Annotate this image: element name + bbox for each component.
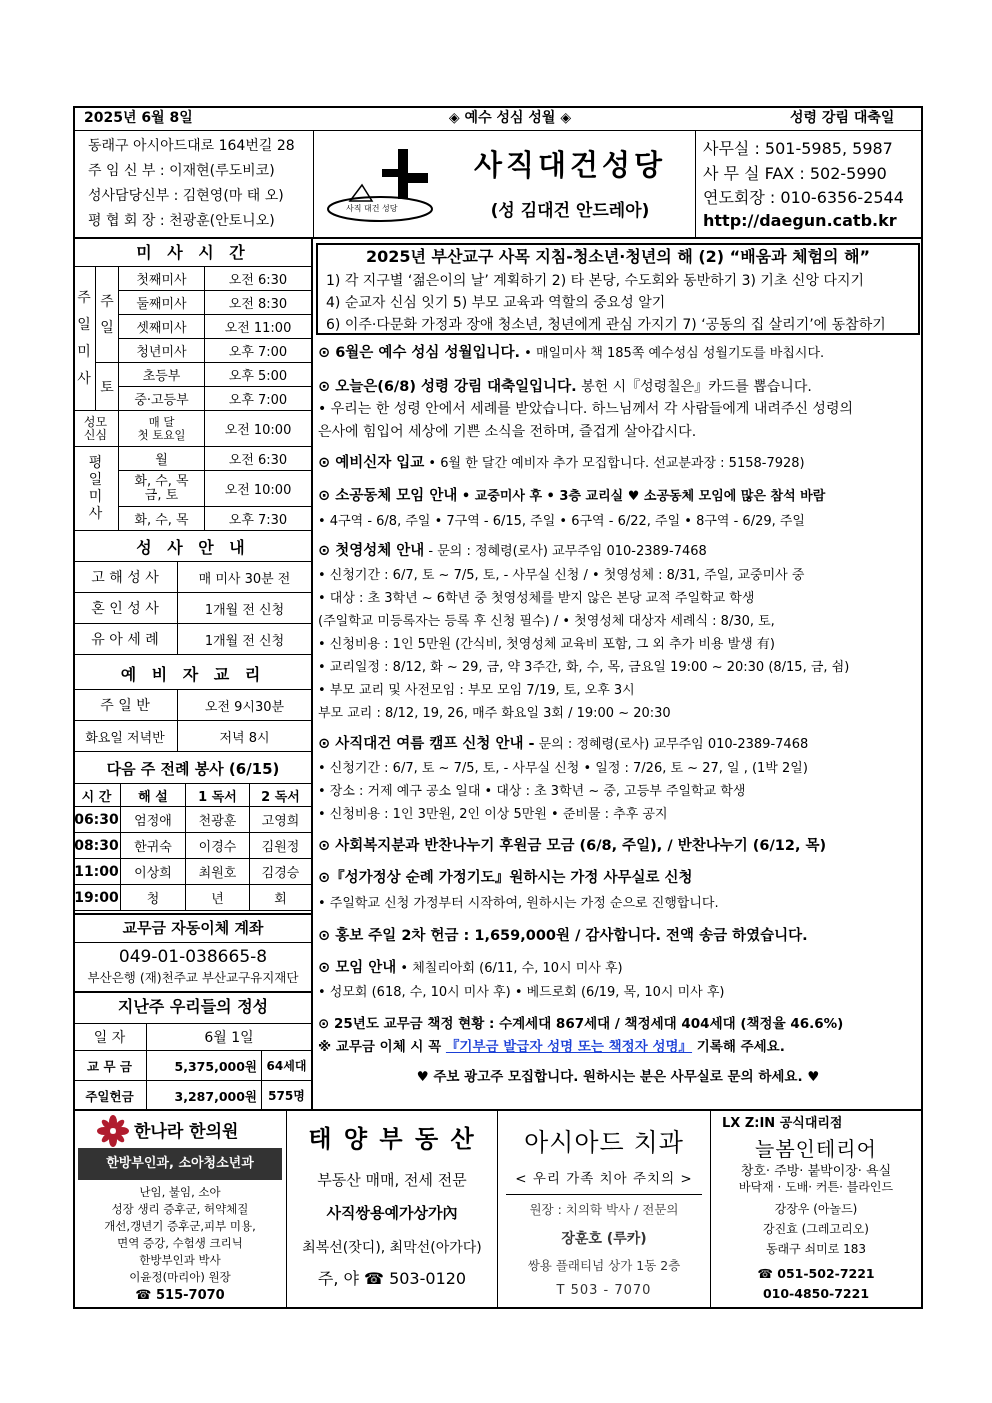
sacrament-value: 매 미사 30분 전: [178, 562, 312, 593]
notice-sacred-heart: [318, 344, 824, 363]
ministry-time: 11:00: [73, 859, 121, 885]
ad2-line: 사직쌍용예가상가內: [326, 1204, 458, 1222]
offering-name: 교 무 금: [73, 1051, 147, 1081]
col-header: 해 설: [121, 784, 186, 807]
notice-holy-family: [318, 869, 693, 888]
issue-date: 2025년 6월 8일: [84, 110, 193, 126]
notice-line: • 신청기간 : 6/7, 토 ~ 7/5, 토, - 사무실 신청 / • 첫영성체 : 8/31, 주일, 교중미사 중: [318, 568, 805, 583]
ad4-pre: LX Z:IN 공식대리점: [722, 1116, 843, 1131]
notice-head: ⊙ 사회복지분과 반찬나누기 후원금 모금 (6/8, 주일), / 반찬나누기 (6/12, 목): [318, 838, 827, 854]
sacraments-title: 성 사 안 내: [136, 538, 250, 557]
guideline-line: 4) 순교자 신심 잇기 5) 부모 교육과 역할의 중요성 알기: [326, 295, 666, 311]
notice-line: • 장소 : 거제 예구 공소 일대 • 대상 : 초 3학년 ~ 중, 고등부 주일학교 학생: [318, 784, 746, 799]
class-name: 주 일 반: [73, 690, 178, 721]
devotion-day: 매 달 첫 토요일: [119, 411, 205, 447]
weekday-time: 오전 6:30: [205, 447, 312, 471]
ad4-line: 강장우 (아놀드): [774, 1202, 858, 1216]
ad3-line: 쌍용 플래티넘 상가 1동 2층: [527, 1258, 681, 1273]
mass-name: 청년미사: [119, 339, 205, 363]
class-time: 저녁 8시: [178, 721, 312, 752]
ad3-doctor: 장훈호 (루카): [561, 1231, 647, 1247]
notice-line: • 신청기간 : 6/7, 토 ~ 7/5, 토, - 사무실 신청 • 일정 : 7/26, 토 ~ 27, 일 , (1박 2일): [318, 761, 808, 776]
mass-time: 오전 6:30: [205, 267, 312, 291]
ministry-cell: 천광훈: [186, 807, 250, 833]
mass-time: 오전 11:00: [205, 315, 312, 339]
guideline-line: 1) 각 지구별 ‘젊은이의 날’ 계획하기 2) 타 본당, 수도회와 동반하기 3) 기초 신앙 다지기: [326, 273, 865, 289]
pastor-name: 주 임 신 부 : 이재현(루도비코): [88, 163, 275, 179]
notice-catechumen: [318, 454, 805, 473]
notice-summer-camp: [318, 735, 808, 754]
notice-head: ⊙ 예비신자 입교: [318, 455, 425, 471]
ad4-phone: ☎ 051-502-7221: [757, 1266, 875, 1281]
offering-date-label: 일 자: [73, 1024, 147, 1051]
ad1-line: 면역 증강, 수험생 크리닉: [117, 1236, 243, 1250]
notice-community: [318, 487, 825, 506]
notice-line: 은사에 힘입어 세상에 기쁜 소식을 전하며, 즐겁게 살아갑시다.: [318, 424, 697, 440]
feast-name: 성령 강림 대축일: [790, 110, 895, 126]
weekday-name: 월: [119, 447, 205, 471]
offering-count: 64세대: [262, 1051, 312, 1081]
sacrament-value: 1개월 전 신청: [178, 593, 312, 624]
ministry-cell: 이상희: [121, 859, 186, 885]
saturday-sub-label: 토: [96, 363, 119, 411]
sunday-mass-label: 주 일 미 사: [73, 267, 96, 411]
ministry-table: [73, 783, 312, 911]
notice-first-communion: [318, 542, 707, 561]
ministry-cell: 회: [250, 885, 312, 911]
notice-head: ⊙ 사직대건 여름 캠프 신청 안내 -: [318, 736, 535, 752]
notice-dues: [318, 1015, 843, 1034]
ad4-line: 강진효 (그레고리오): [763, 1222, 869, 1236]
notice-text: ※ 교무금 이체 시 꼭: [318, 1039, 446, 1055]
offering-name: 주일헌금: [73, 1081, 147, 1111]
sacrament-name: 혼 인 성 사: [73, 593, 178, 624]
mass-name: 둘째미사: [119, 291, 205, 315]
mass-times-title: 미 사 시 간: [136, 243, 250, 262]
ministry-title: 다음 주 전례 봉사 (6/15): [106, 760, 280, 778]
logo-label: 사직 대건 성당: [346, 204, 398, 213]
guideline-line: 6) 이주·다문화 가정과 장애 청소년, 청년에게 관심 가지기 7) ‘공동의 집 살리기’에 동참하기: [326, 317, 886, 333]
weekday-mass-label: 평 일 미 사: [73, 447, 119, 531]
ad2-line: 부동산 매매, 전세 전문: [317, 1171, 467, 1189]
notice-head: ⊙ 소공동체 모임 안내: [318, 488, 458, 504]
col-header: 1 독서: [186, 784, 250, 807]
ministry-time: 08:30: [73, 833, 121, 859]
guideline-title: 2025년 부산교구 사목 지침-청소년·청년의 해 (2) “배움과 체험의 해”: [365, 247, 871, 266]
col-header: 2 독서: [250, 784, 312, 807]
offering-title: 지난주 우리들의 정성: [117, 997, 269, 1016]
ministry-time: 06:30: [73, 807, 121, 833]
notice-line: • 신청비용 : 1인 3만원, 2인 이상 5만원 • 준비물 : 추후 공지: [318, 807, 668, 822]
notice-head: ⊙ 25년도 교무금 책정 현황 : 수계세대 867세대 / 책정세대 404세대 (책정율 46.6%): [318, 1016, 844, 1032]
notice-welfare: [318, 837, 826, 856]
transfer-title: 교무금 자동이체 계좌: [122, 919, 264, 937]
mass-time: 오전 8:30: [205, 291, 312, 315]
mass-name: 셋째미사: [119, 315, 205, 339]
ad3-line: 원장 : 치의학 박사 / 전문의: [529, 1202, 679, 1217]
notice-dues-line: [318, 1038, 785, 1057]
notice-head: ⊙ 오늘은(6/8) 성령 강림 대축일입니다.: [318, 379, 577, 395]
mass-time: 오후 5:00: [205, 363, 312, 387]
mass-name: 중·고등부: [119, 387, 205, 411]
mass-time: 오후 7:00: [205, 339, 312, 363]
month-theme: ◈ 예수 성심 성월 ◈: [448, 110, 572, 126]
mass-times-table: [73, 266, 312, 531]
catechumen-title: 예 비 자 교 리: [120, 665, 266, 684]
offering-count: 575명: [262, 1081, 312, 1111]
ad1-banner: 한방부인과, 소아청소년과: [106, 1156, 254, 1171]
col-header: 시 간: [73, 784, 121, 807]
notice-emphasis: 『기부금 발급자 성명 또는 책정자 성명』: [445, 1039, 693, 1055]
notice-body: 문의 : 정혜령(로사) 교무주임 010-2389-7468: [534, 737, 809, 752]
office-fax: 사 무 실 FAX : 502-5990: [703, 164, 887, 183]
transfer-bank: 부산은행 (재)천주교 부산교구유지재단: [87, 970, 299, 985]
ministry-cell: 최원호: [186, 859, 250, 885]
ministry-cell: 김경승: [250, 859, 312, 885]
ad4-name: 늘봄인테리어: [755, 1137, 877, 1161]
ministry-cell: 고영희: [250, 807, 312, 833]
weekday-time: 오후 7:30: [205, 507, 312, 531]
notice-line: • 부모 교리 및 사전모임 : 부모 모임 7/19, 토, 오후 3시: [318, 683, 635, 698]
transfer-account: 049-01-038665-8: [118, 947, 268, 967]
chorus-phone: 연도회장 : 010-6356-2544: [703, 188, 904, 207]
notice-line: • 성모회 (618, 수, 10시 미사 후) • 베드로회 (6/19, 목, 10시 미사 후): [318, 985, 725, 1000]
ad1-name: 한나라 한의원: [134, 1122, 239, 1142]
flower-logo-icon: [97, 1115, 129, 1147]
ad4-line: 동래구 쇠미로 183: [765, 1242, 867, 1256]
notice-collection: [318, 927, 808, 946]
church-name: 사직대건성당: [473, 148, 667, 182]
ad4-mobile: 010-4850-7221: [762, 1286, 870, 1301]
notice-head: ⊙ 홍보 주일 2차 헌금 : 1,659,000원 / 감사합니다. 전액 송금 하였습니다.: [318, 928, 808, 944]
notice-line: (주일학교 미등록자는 등록 후 신청 필수) / • 첫영성체 대상자 세례식 : 8/30, 토,: [318, 614, 775, 629]
ad4-line: 창호· 주방· 붙박이장· 욕실: [740, 1164, 892, 1179]
ministry-cell: 년: [186, 885, 250, 911]
parish-address: 동래구 아시아드대로 164번길 28: [88, 138, 295, 154]
ad3-slogan: < 우리 가족 치아 주치의 >: [515, 1171, 693, 1187]
class-time: 오전 9시30분: [178, 690, 312, 721]
notice-line: • 신청비용 : 1인 5만원 (간식비, 첫영성체 교육비 포함, 그 외 추가 비용 발생 有): [318, 637, 775, 652]
ministry-time: 19:00: [73, 885, 121, 911]
ministry-cell: 김원정: [250, 833, 312, 859]
notice-body: • 매일미사 책 185쪽 예수성심 성월기도를 바칩시다.: [520, 346, 825, 361]
catechumen-table: [73, 689, 312, 752]
weekday-time: 오전 10:00: [205, 471, 312, 507]
notice-head: ⊙『성가정상 순례 가정기도』원하시는 가정 사무실로 신청: [318, 870, 693, 886]
ad1-line: 성장 생리 증후군, 허약체질: [111, 1202, 249, 1216]
ad3-phone: T 503 - 7070: [556, 1283, 652, 1298]
mass-name: 초등부: [119, 363, 205, 387]
office-phone: 사무실 : 501-5985, 5987: [703, 139, 893, 158]
parish-website[interactable]: http://daegun.catb.kr: [703, 211, 897, 230]
offering-amount: 3,287,000원: [147, 1081, 262, 1111]
class-name: 화요일 저녁반: [73, 721, 178, 752]
sacrament-name: 고 해 성 사: [73, 562, 178, 593]
notice-head: ⊙ 6월은 예수 성심 성월입니다.: [318, 345, 521, 361]
sacrament-value: 1개월 전 신청: [178, 624, 312, 655]
notice-body: • 체칠리아회 (6/11, 수, 10시 미사 후): [396, 961, 623, 976]
ad1-line: 이윤정(마리아) 원장: [129, 1270, 231, 1284]
notice-body: 봉헌 시『성령칠은』카드를 뽑습니다.: [576, 379, 812, 395]
devotion-time: 오전 10:00: [205, 411, 312, 447]
ad3-name: 아시아드 치과: [524, 1128, 684, 1157]
notice-meetings: [318, 959, 623, 978]
weekday-name: 화, 수, 목: [119, 507, 205, 531]
notice-line: • 대상 : 초 3학년 ~ 6학년 중 첫영성체를 받지 않은 본당 교적 주일학교 학생: [318, 591, 755, 606]
ad1-line: 개선,갱년기 증후군,피부 미용,: [104, 1219, 256, 1233]
notice-head: ⊙ 모임 안내: [318, 960, 397, 976]
notice-body: - 문의 : 정혜령(로사) 교무주임 010-2389-7468: [424, 544, 707, 559]
sacraments-table: [73, 561, 312, 655]
ad1-line: 한방부인과 박사: [139, 1253, 221, 1267]
weekday-name: 화, 수, 목 금, 토: [119, 471, 205, 507]
council-name: 평 협 회 장 : 천광훈(안토니오): [88, 213, 275, 229]
ministry-cell: 엄정애: [121, 807, 186, 833]
priest-name: 성사담당신부 : 김현영(마 태 오): [88, 188, 284, 204]
offering-amount: 5,375,000원: [147, 1051, 262, 1081]
ministry-cell: 한귀숙: [121, 833, 186, 859]
notice-line: • 교리일정 : 8/12, 화 ~ 29, 금, 약 3주간, 화, 수, 목, 금요일 19:00 ~ 20:30 (8/15, 금, 쉼): [318, 660, 850, 675]
offering-date: 6월 1일: [147, 1024, 312, 1051]
sacrament-name: 유 아 세 례: [73, 624, 178, 655]
ad4-line: 바닥재 · 도배· 커튼· 블라인드: [738, 1180, 894, 1194]
church-logo: [322, 145, 440, 227]
notice-pentecost: [318, 378, 812, 397]
ad2-phone: 주, 야 ☎ 503-0120: [317, 1269, 467, 1288]
ad1-line: 난임, 불임, 소아: [139, 1185, 221, 1199]
ad2-name: 태 양 부 동 산: [308, 1125, 476, 1153]
notice-line: • 우리는 한 성령 안에서 세례를 받았습니다. 하느님께서 각 사람들에게 내려주신 성령의: [318, 401, 853, 417]
offering-table: [73, 1023, 312, 1111]
advertiser-notice: ♥ 주보 광고주 모집합니다. 원하시는 분은 사무실로 문의 하세요. ♥: [416, 1069, 820, 1085]
mass-name: 첫째미사: [119, 267, 205, 291]
mass-time: 오후 7:00: [205, 387, 312, 411]
ad2-line: 최복선(잣디), 최막선(아가다): [302, 1240, 482, 1256]
church-patron: (성 김대건 안드레아): [490, 201, 650, 221]
ministry-cell: 이경수: [186, 833, 250, 859]
notice-line: 부모 교리 : 8/12, 19, 26, 매주 화요일 3회 / 19:00 ~ 20:30: [318, 706, 671, 721]
ministry-cell: 청: [121, 885, 186, 911]
sunday-sub-label: 주 일: [96, 267, 119, 363]
devotion-label: 성모 신심: [73, 411, 119, 447]
notice-text: 기록해 주세요.: [692, 1039, 785, 1055]
ad1-phone: ☎ 515-7070: [135, 1288, 225, 1303]
notice-line: • 4구역 - 6/8, 주일 • 7구역 - 6/15, 주일 • 6구역 - 6/22, 주일 • 8구역 - 6/29, 주일: [318, 514, 805, 529]
notice-line: • 주일학교 신청 가정부터 시작하여, 원하시는 가정 순으로 진행합니다.: [318, 896, 719, 911]
notice-body: • 교중미사 후 • 3층 교리실 ♥ 소공동체 모임에 많은 참석 바람: [457, 489, 826, 504]
notice-head: ⊙ 첫영성체 안내: [318, 543, 425, 559]
notice-body: • 6월 한 달간 예비자 추가 모집합니다. 선교분과장 : 5158-7928): [424, 456, 805, 471]
